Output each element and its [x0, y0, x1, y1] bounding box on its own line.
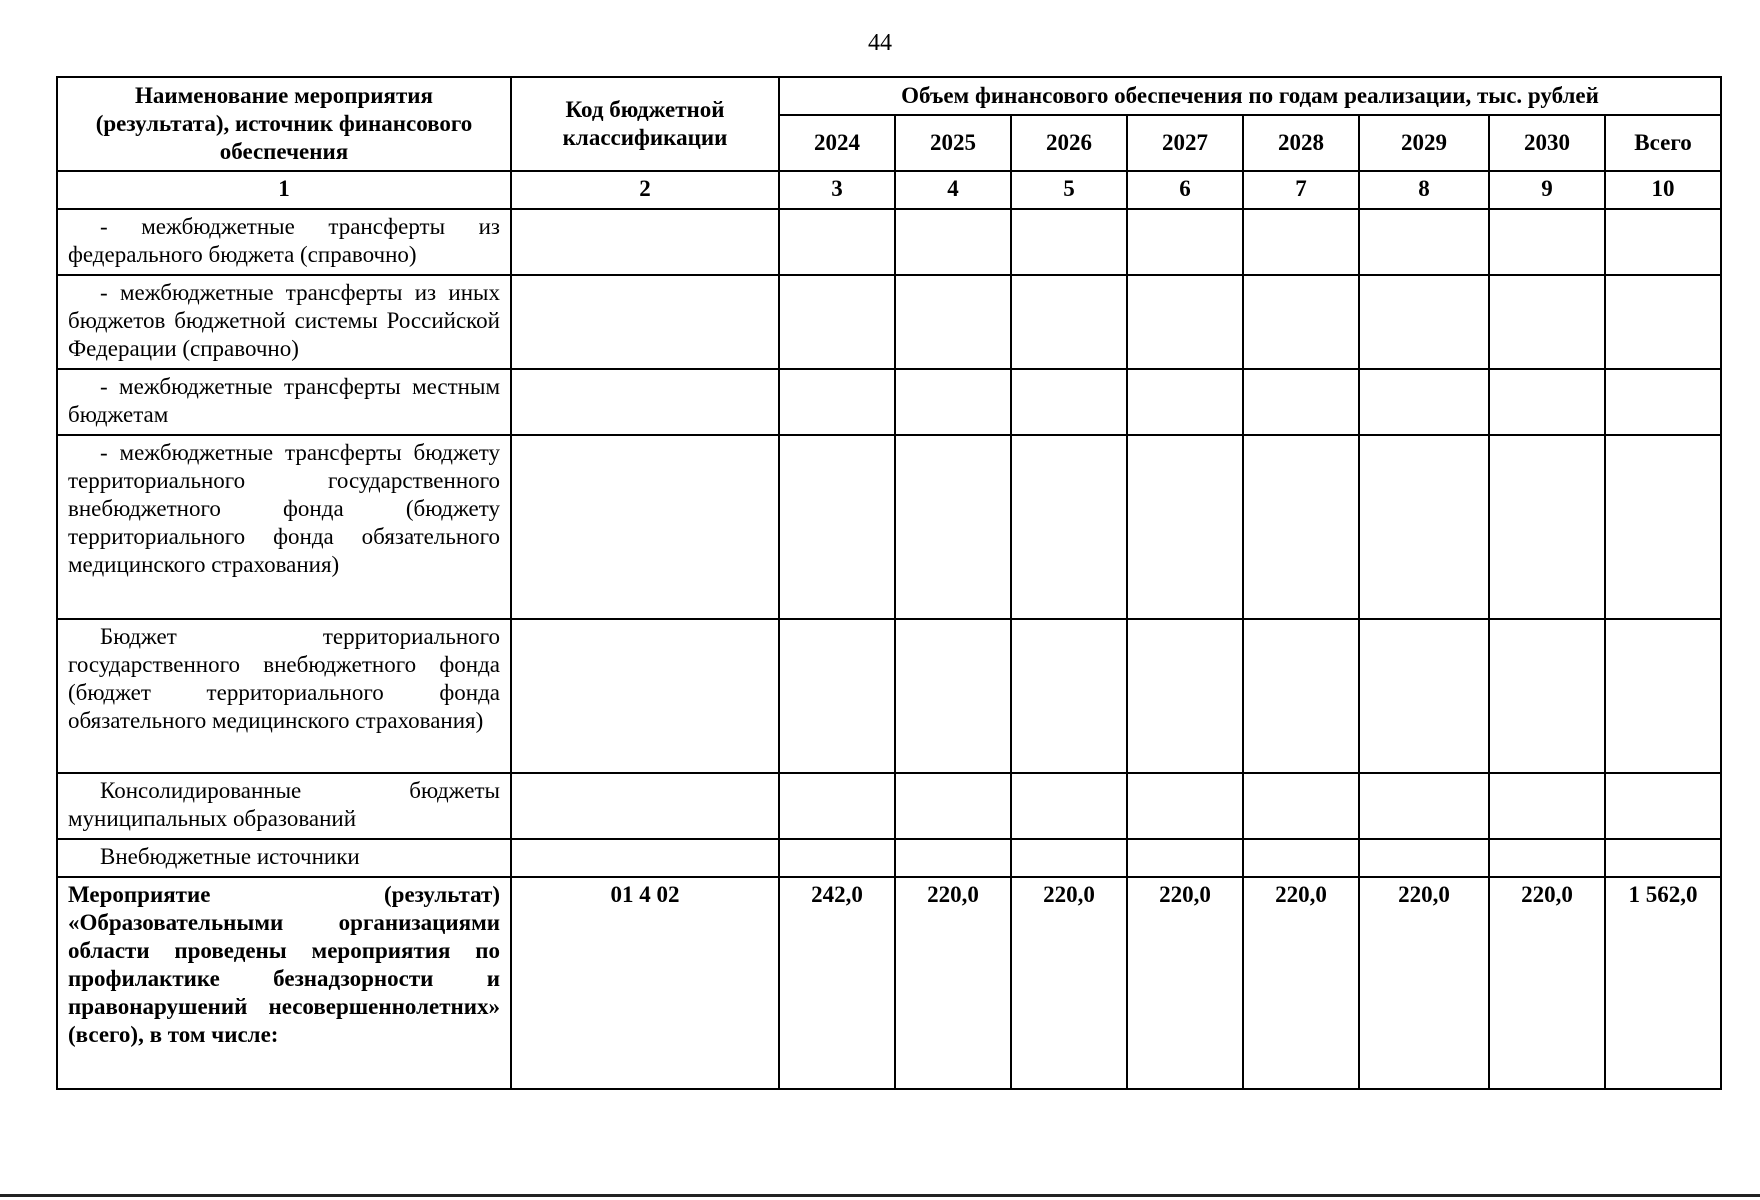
- row-name: Бюджет территориального государственного внебюджетного фонда (бюджет территориального фонда обязательного медицинского страхования): [57, 619, 511, 773]
- value-cell: 220,0: [895, 877, 1011, 1089]
- value-cell: 242,0: [779, 877, 895, 1089]
- table-row: [57, 435, 1721, 619]
- column-number: 1: [57, 171, 511, 209]
- header-year: 2024: [779, 115, 895, 171]
- table-row: [57, 619, 1721, 773]
- header-total: Всего: [1605, 115, 1721, 171]
- row-name: - межбюджетные трансферты местным бюджетам: [57, 369, 511, 435]
- header-code: Код бюджетной классификации: [511, 77, 779, 171]
- page-number: 44: [868, 30, 892, 56]
- value-cell: 220,0: [1127, 877, 1243, 1089]
- header-year: 2027: [1127, 115, 1243, 171]
- total-cell: 1 562,0: [1605, 877, 1721, 1089]
- header-year: 2028: [1243, 115, 1359, 171]
- row-name: - межбюджетные трансферты из федерального бюджета (справочно): [57, 209, 511, 275]
- column-number: 4: [895, 171, 1011, 209]
- column-number: 6: [1127, 171, 1243, 209]
- row-name: Мероприятие (результат) «Образовательными организациями области проведены мероприятия по профилактике безнадзорности и правонарушений несовершеннолетних» (всего), в том числе:: [57, 877, 511, 1089]
- budget-code: 01 4 02: [511, 877, 779, 1089]
- header-year: 2025: [895, 115, 1011, 171]
- table-row: [57, 839, 1721, 877]
- value-cell: 220,0: [1243, 877, 1359, 1089]
- column-number: 8: [1359, 171, 1489, 209]
- column-number: 7: [1243, 171, 1359, 209]
- value-cell: 220,0: [1359, 877, 1489, 1089]
- row-name: Консолидированные бюджеты муниципальных образований: [57, 773, 511, 839]
- header-year: 2029: [1359, 115, 1489, 171]
- header-year: 2030: [1489, 115, 1605, 171]
- row-name: - межбюджетные трансферты бюджету территориального государственного внебюджетного фонда (бюджету территориального фонда обязательного медицинского страхования): [57, 435, 511, 619]
- header-volume: Объем финансового обеспечения по годам реализации, тыс. рублей: [779, 77, 1721, 115]
- header-year: 2026: [1011, 115, 1127, 171]
- table-row: [57, 877, 1721, 1089]
- table-row: [57, 275, 1721, 369]
- column-number: 2: [511, 171, 779, 209]
- value-cell: 220,0: [1489, 877, 1605, 1089]
- table-row: [57, 773, 1721, 839]
- column-number: 9: [1489, 171, 1605, 209]
- table-row: [57, 209, 1721, 275]
- column-number: 3: [779, 171, 895, 209]
- column-number: 5: [1011, 171, 1127, 209]
- row-name: - межбюджетные трансферты из иных бюджетов бюджетной системы Российской Федерации (справочно): [57, 275, 511, 369]
- financing-table: [56, 76, 1722, 1090]
- header-name: Наименование мероприятия (результата), источник финансового обеспечения: [57, 77, 511, 171]
- table-row: [57, 369, 1721, 435]
- row-name: Внебюджетные источники: [57, 839, 511, 877]
- page-bottom-edge: [0, 1194, 1760, 1197]
- value-cell: 220,0: [1011, 877, 1127, 1089]
- column-number: 10: [1605, 171, 1721, 209]
